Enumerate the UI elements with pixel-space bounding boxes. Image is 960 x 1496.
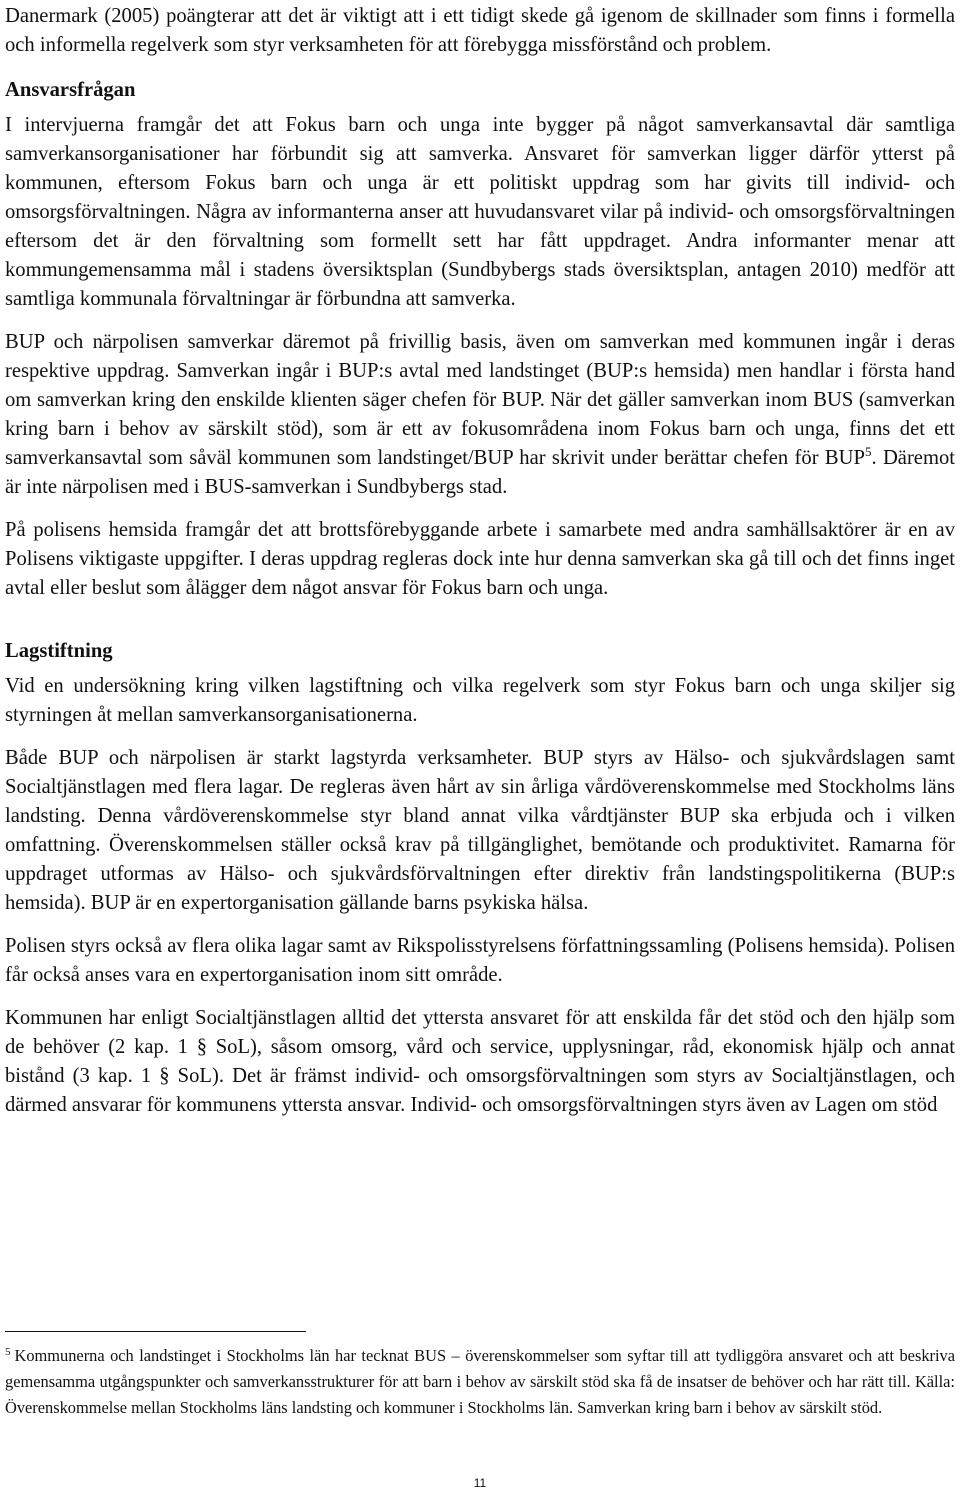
footnote	[5, 1343, 955, 1421]
heading-lagstiftning: Lagstiftning	[5, 640, 113, 662]
footnote-divider	[5, 1331, 306, 1332]
heading-ansvarsfragan: Ansvarsfrågan	[5, 79, 136, 101]
paragraph-intervjuerna: I intervjuerna framgår det att Fokus barn och unga inte bygger på något samverkansavtal där samtliga samverkansorganisationer har förbundit sig att samverka. Ansvaret för samverkan ligger därför ytterst på kommunen, eftersom Fokus barn och unga är ett politiskt uppdrag som har givits till individ- och omsorgsförvaltningen. Några av informanterna anser att huvudansvaret vilar på individ- och omsorgsförvaltningen eftersom det är den förvaltning som formellt sett har fått uppdraget. Andra informanter menar att kommungemensamma mål i stadens översiktsplan (Sundbybergs stads översiktsplan, antagen 2010) medför att samtliga kommunala förvaltningar är förbundna att samverka.	[5, 114, 955, 310]
footnote-reference: 5	[864, 444, 872, 460]
paragraph-danermark: Danermark (2005) poängterar att det är viktigt att i ett tidigt skede gå igenom de skillnader som finns i formella och informella regelverk som styr verksamheten för att förebygga missförstånd och problem.	[5, 5, 955, 56]
paragraph-bup-text: BUP och närpolisen samverkar däremot på frivillig basis, även om samverkan med kommunen ingår i deras respektive uppdrag. Samverkan ingår i BUP:s avtal med landstinget (BUP:s hemsida) men handlar i första hand om samverkan kring den enskilde klienten säger chefen för BUP. När det gäller samverkan inom BUS (samverkan kring barn i behov av särskilt stöd), som är ett av fokusområdena inom Fokus barn och unga, finns det ett samverkansavtal som såväl kommunen som landstinget/BUP har skrivit under berättar chefen för BUP	[5, 331, 955, 469]
paragraph-bup-narpolisen	[5, 328, 955, 502]
document-page	[5, 0, 955, 1120]
paragraph-polisen-styrs: Polisen styrs också av flera olika lagar samt av Rikspolisstyrelsens författningssamling (Polisens hemsida). Polisen får också anses vara en expertorganisation inom sitt område.	[5, 935, 955, 986]
paragraph-bup-text-end: . Däremot är inte närpolisen med i BUS-samverkan i Sundbybergs stad.	[5, 447, 955, 498]
paragraph-polisens-hemsida: På polisens hemsida framgår det att brottsförebyggande arbete i samarbete med andra samhällsaktörer är en av Polisens viktigaste uppgifter. I deras uppdrag regleras dock inte hur denna samverkan ska gå till och det finns inget avtal eller beslut som ålägger dem något ansvar för Fokus barn och unga.	[5, 519, 955, 599]
paragraph-bup-lagstyrda: Både BUP och närpolisen är starkt lagstyrda verksamheter. BUP styrs av Hälso- och sjukvårdslagen samt Socialtjänstlagen med flera lagar. De regleras även hårt av sin årliga vårdöverenskommelse med Stockholms läns landsting. Denna vårdöverenskommelse styr bland annat vilka vårdtjänster BUP ska erbjuda och i vilken omfattning. Överenskommelsen ställer också krav på tillgänglighet, bemötande och produktivitet. Ramarna för uppdraget utformas av Hälso- och sjukvårdsförvaltningen efter direktiv från landstingspolitikerna (BUP:s hemsida). BUP är en expertorganisation gällande barns psykiska hälsa.	[5, 747, 955, 914]
footnote-text: Kommunerna och landstinget i Stockholms län har tecknat BUS – överenskommelser som syftar till att tydliggöra ansvaret och att beskriva gemensamma utgångspunkter och samverkansstrukturer för att barn i behov av särskilt stöd ska få de insatser de behöver och har rätt till. Källa: Överenskommelse mellan Stockholms läns landsting och kommuner i Stockholms län. Samverkan kring barn i behov av särskilt stöd.	[5, 1346, 955, 1417]
footnote-number: 5	[5, 1345, 11, 1358]
paragraph-kommunen: Kommunen har enligt Socialtjänstlagen alltid det yttersta ansvaret för att enskilda får det stöd och den hjälp som de behöver (2 kap. 1 § SoL), såsom omsorg, vård och service, upplysningar, råd, ekonomisk hjälp och annat bistånd (3 kap. 1 § SoL). Det är främst individ- och omsorgsförvaltningen som styrs av Socialtjänstlagen, och därmed ansvarar för kommunens yttersta ansvar. Individ- och omsorgsförvaltningen styrs även av Lagen om stöd	[5, 1007, 955, 1116]
paragraph-undersokning: Vid en undersökning kring vilken lagstiftning och vilka regelverk som styr Fokus barn och unga skiljer sig styrningen åt mellan samverkansorganisationerna.	[5, 675, 955, 726]
page-number: 11	[473, 1476, 487, 1490]
